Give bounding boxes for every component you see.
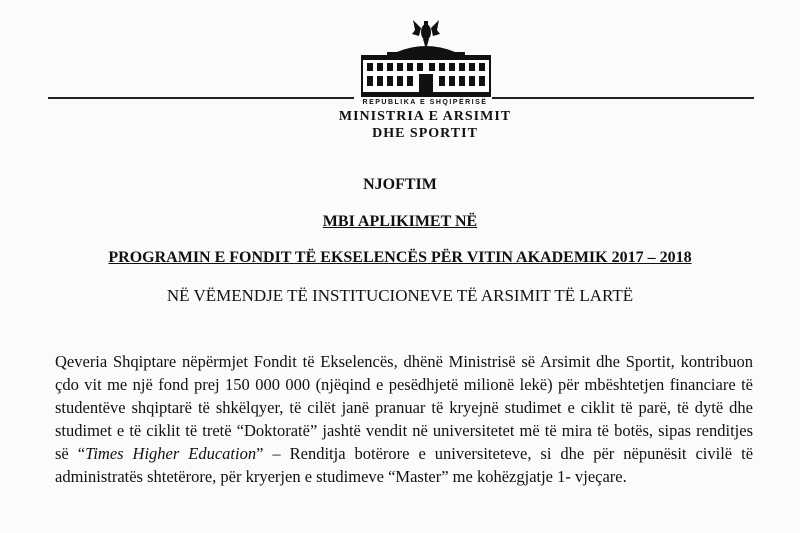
notice-subtitle-2: PROGRAMIN E FONDIT TË EKSELENCËS PËR VITIN AKADEMIK 2017 – 2018 bbox=[108, 249, 692, 266]
body-text-part2: ” – Renditja botërore e universiteteve, si dhe për nëpunësit civilë të administratës shtetërore, për kryerjen e studimeve “Master” me kohëzgjatje 1- vjeçare. bbox=[55, 444, 754, 486]
ministry-name-line2: DHE SPORTIT bbox=[372, 126, 478, 141]
ministry-name-line1: MINISTRIA E ARSIMIT bbox=[338, 109, 512, 124]
republic-label: REPUBLIKA E SHQIPËRISË bbox=[362, 99, 488, 106]
notice-subtitle-1: MBI APLIKIMET NË bbox=[322, 213, 478, 230]
notice-subtitle-3: NË VËMENDJE TË INSTITUCIONEVE TË ARSIMIT TË LARTË bbox=[166, 286, 634, 305]
body-text-italic: Times Higher Education bbox=[85, 444, 257, 463]
notice-body bbox=[55, 350, 753, 488]
notice-title: NJOFTIM bbox=[363, 176, 437, 193]
ministry-name bbox=[250, 108, 600, 142]
ministry-building-emblem-icon bbox=[357, 8, 495, 100]
body-paragraph bbox=[55, 350, 753, 488]
body-text-part1: Qeveria Shqiptare nëpërmjet Fondit të Ekselencës, dhënë Ministrisë së Arsimit dhe Sportit, kontribuon çdo vit me një fond prej 150 000 000 (njëqind e pesëdhjetë milionë lekë) për mbështetjen financiare të studentëve shqiptarë të shkëlqyer, të cilët janë pranuar të kryejnë studimet e ciklit të parë, të dytë dhe studimet e të ciklit të tretë “Doktoratë” jashtë vendit në universitetet më të mira të botës, sipas renditjes së “ bbox=[55, 352, 753, 463]
